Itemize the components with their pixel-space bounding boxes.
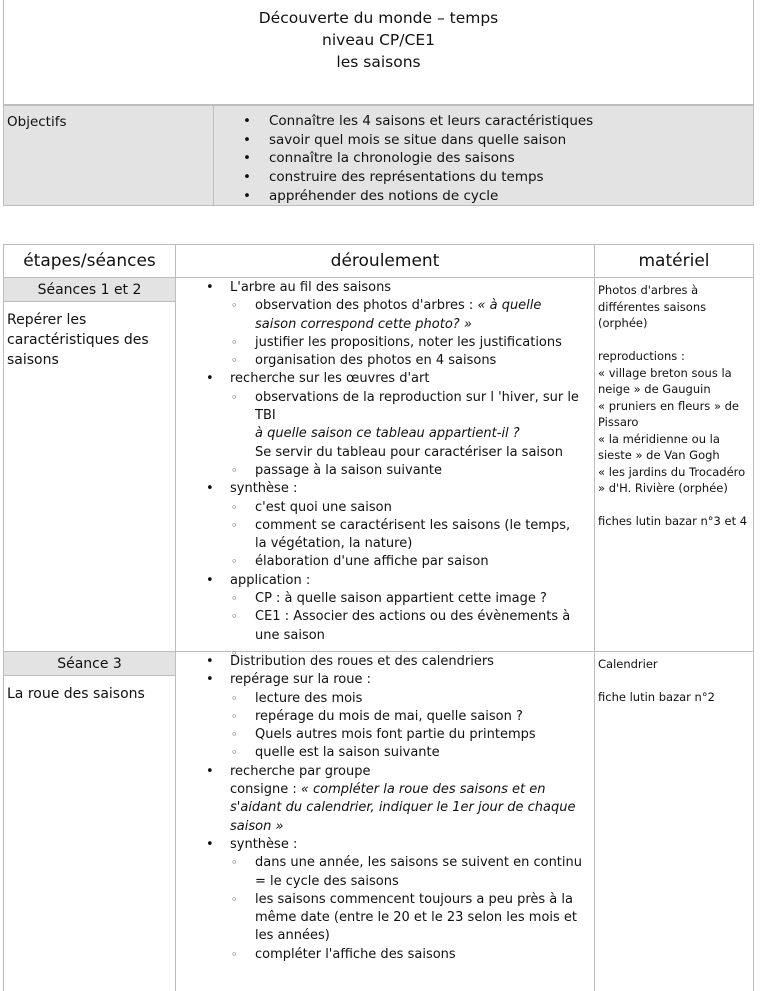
column-header-stages: étapes/séances bbox=[4, 245, 176, 277]
sessions-table bbox=[3, 244, 754, 991]
substep: ◦ lecture des mois bbox=[176, 690, 594, 708]
step-title: • recherche sur les œuvres d'art bbox=[176, 370, 594, 388]
objective-item: • appréhender des notions de cycle bbox=[214, 187, 753, 206]
header-level: niveau CP/CE1 bbox=[322, 31, 435, 49]
substep: ◦ élaboration d'une affiche par saison bbox=[176, 553, 594, 571]
substep: ◦ repérage du mois de mai, quelle saison ? bbox=[176, 708, 594, 726]
substep: ◦ justifier les propositions, noter les justifications bbox=[176, 334, 594, 352]
table-row-session-3 bbox=[4, 652, 753, 991]
material-item: reproductions : bbox=[598, 349, 685, 363]
material-item: « pruniers en fleurs » de Pissaro bbox=[598, 398, 740, 429]
substep: ◦ compléter l'affiche des saisons bbox=[176, 946, 594, 964]
step-title: • L'arbre au fil des saisons bbox=[176, 279, 594, 297]
objective-item: • Connaître les 4 saisons et leurs caractéristiques bbox=[214, 112, 753, 131]
table-header-row bbox=[4, 245, 753, 278]
column-header-material: matériel bbox=[638, 251, 710, 271]
material-item: « la méridienne ou la sieste » de Van Gogh bbox=[598, 431, 720, 462]
material-item: Calendrier bbox=[598, 657, 658, 671]
step-title: • synthèse : bbox=[176, 836, 594, 854]
step-title: • repérage sur la roue : bbox=[176, 671, 594, 689]
material-item: « village breton sous la neige » de Gauguin bbox=[598, 365, 732, 396]
header-title: Découverte du monde – temps bbox=[258, 9, 499, 27]
step-title: • application : bbox=[176, 572, 594, 590]
objective-item: • connaître la chronologie des saisons bbox=[214, 149, 753, 168]
substep: ◦ quelle est la saison suivante bbox=[176, 744, 594, 762]
substep: ◦ dans une année, les saisons se suivent en continu = le cycle des saisons bbox=[176, 854, 594, 891]
substep: ◦ c'est quoi une saison bbox=[176, 499, 594, 517]
substep-question: à quelle saison ce tableau appartient-il ? bbox=[255, 426, 520, 442]
objective-item: • savoir quel mois se situe dans quelle saison bbox=[214, 131, 753, 150]
substep: ◦ observations de la reproduction sur l 'hiver, sur le TBI bbox=[176, 389, 594, 426]
substep: ◦ comment se caractérisent les saisons (le temps, la végétation, la nature) bbox=[176, 517, 594, 554]
session-procedure bbox=[176, 278, 595, 651]
objectives-section bbox=[3, 105, 754, 206]
step-instruction: consigne : « compléter la roue des saisons et en s'aidant du calendrier, indiquer le 1er jour de chaque saison » bbox=[230, 782, 576, 834]
step-title: • Distribution des roues et des calendriers bbox=[176, 653, 594, 671]
session-material bbox=[595, 652, 753, 991]
objective-item: • construire des représentations du temps bbox=[214, 168, 753, 187]
material-item: « les jardins du Trocadéro » d'H. Rivière (orphée) bbox=[598, 464, 746, 495]
session-description: La roue des saisons bbox=[7, 686, 145, 702]
header-topic: les saisons bbox=[336, 53, 421, 71]
objectives-list bbox=[214, 106, 753, 205]
step-title: • synthèse : bbox=[176, 480, 594, 498]
session-title: Séance 3 bbox=[4, 652, 175, 676]
material-item: Photos d'arbres à différentes saisons (orphée) bbox=[598, 283, 707, 330]
substep: ◦ Quels autres mois font partie du printemps bbox=[176, 726, 594, 744]
substep: ◦ organisation des photos en 4 saisons bbox=[176, 352, 594, 370]
session-description: Repérer les caractéristiques des saisons bbox=[7, 312, 149, 368]
step-title: • recherche par groupe bbox=[176, 763, 594, 781]
document-header bbox=[3, 0, 754, 105]
table-row-sessions-1-2 bbox=[4, 278, 753, 652]
substep: ◦ les saisons commencent toujours a peu près à la même date (entre le 20 et le 23 selon les mois et les années) bbox=[176, 891, 594, 946]
substep: ◦ CE1 : Associer des actions ou des évènements à une saison bbox=[176, 608, 594, 645]
material-item: fiche lutin bazar n°2 bbox=[598, 690, 715, 704]
substep: ◦ CP : à quelle saison appartient cette image ? bbox=[176, 590, 594, 608]
session-title: Séances 1 et 2 bbox=[4, 278, 175, 302]
objectives-label: Objectifs bbox=[4, 106, 214, 205]
substep-continuation: Se servir du tableau pour caractériser la saison bbox=[255, 444, 563, 460]
substep: ◦ passage à la saison suivante bbox=[176, 462, 594, 480]
substep: ◦ observation des photos d'arbres : « à quelle saison correspond cette photo? » bbox=[176, 297, 594, 334]
material-item: fiches lutin bazar n°3 et 4 bbox=[598, 514, 748, 528]
session-procedure bbox=[176, 652, 595, 991]
column-header-procedure: déroulement bbox=[176, 245, 595, 277]
session-material bbox=[595, 278, 753, 651]
